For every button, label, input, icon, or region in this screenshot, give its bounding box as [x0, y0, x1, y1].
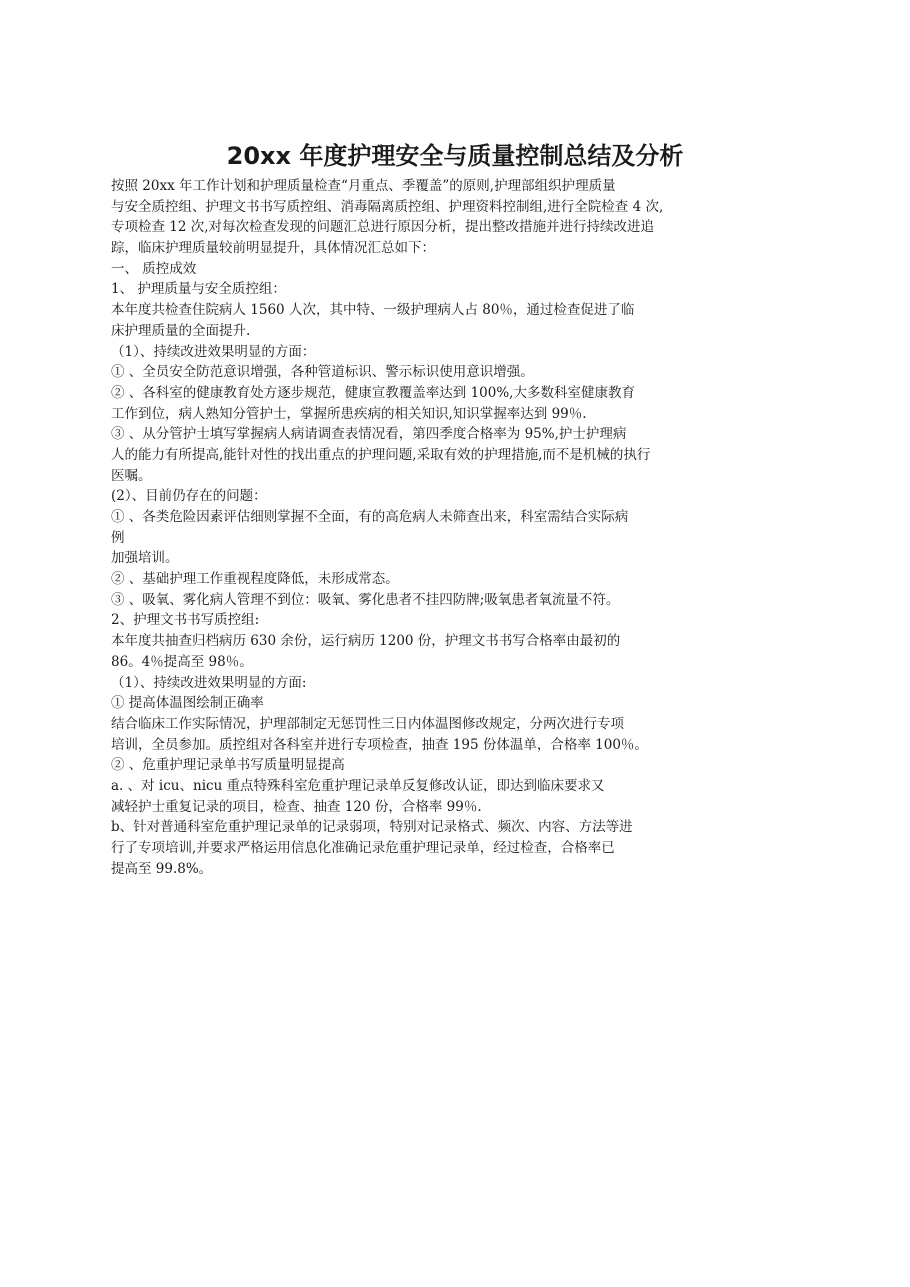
text-line: 医嘱。	[111, 467, 152, 484]
list-item: ③ 、吸氧、雾化病人管理不到位：吸氧、雾化患者不挂四防牌;吸氧患者氧流量不符。	[111, 591, 620, 608]
text-line: 86。4％提高至 98％。	[111, 653, 253, 670]
list-item: ③ 、从分管护士填写掌握病人病请调查表情况看，第四季度合格率为 95%,护士护理病	[111, 426, 627, 443]
text-line: 床护理质量的全面提升.	[111, 322, 251, 339]
list-item: ① 提高体温图绘制正确率	[111, 695, 264, 712]
text-line: 按照 20xx 年工作计划和护理质量检查“月重点、季覆盖”的原则,护理部组织护理质量	[111, 178, 616, 194]
document-body	[111, 176, 771, 879]
document-title: 20xx 年度护理安全与质量控制总结及分析	[226, 142, 684, 170]
text-line: 加强培训。	[111, 550, 179, 567]
subsection-heading: （1）、持续改进效果明显的方面:	[111, 674, 307, 691]
text-line: 提高至 99.8%。	[111, 860, 213, 877]
text-line: 本年度共检查住院病人 1560 人次，其中特、一级护理病人占 80％，通过检查促进了临	[111, 302, 635, 319]
text-line: 行了专项培训,并要求严格运用信息化准确记录危重护理记录单，经过检查，合格率已	[111, 840, 615, 856]
list-item: ② 、基础护理工作重视程度降低，未形成常态。	[111, 571, 399, 588]
text-line: 培训，全员参加。质控组对各科室并进行专项检查，抽查 195 份体温单，合格率 100％。	[111, 736, 648, 753]
text-line: 人的能力有所提高,能针对性的找出重点的护理问题,采取有效的护理措施,而不是机械的执行	[111, 446, 651, 463]
text-line: 工作到位，病人熟知分管护士，掌握所患疾病的相关知识,知识掌握率达到 99％.	[111, 405, 587, 422]
text-line: 结合临床工作实际情况，护理部制定无惩罚性三日内体温图修改规定，分两次进行专项	[111, 715, 624, 732]
text-line: 例	[111, 529, 125, 546]
list-item: ② 、各科室的健康教育处方逐步规范，健康宣教覆盖率达到 100%,大多数科室健康教育	[111, 384, 635, 401]
list-item: b、针对普通科室危重护理记录单的记录弱项，特别对记录格式、频次、内容、方法等进	[111, 819, 633, 836]
text-line: 与安全质控组、护理文书书写质控组、消毒隔离质控组、护理资料控制组,进行全院检查 4 次,	[111, 198, 664, 215]
list-item: ② 、危重护理记录单书写质量明显提高	[111, 757, 345, 774]
list-item: a. 、对 icu、nicu 重点特殊科室危重护理记录单反复修改认证，即达到临床要求又	[111, 777, 605, 794]
list-item: ① 、各类危险因素评估细则掌握不全面，有的高危病人未筛查出来，科室需结合实际病	[111, 509, 629, 525]
subsection-heading: (2）、目前仍存在的问题：	[111, 488, 267, 505]
text-line: 本年度共抽查归档病历 630 余份，运行病历 1200 份，护理文书书写合格率由最初的	[111, 633, 621, 650]
subsection-heading: 2、护理文书书写质控组:	[111, 612, 260, 629]
list-item: ① 、全员安全防范意识增强，各种管道标识、警示标识使用意识增强。	[111, 364, 534, 381]
text-line: 踪，临床护理质量较前明显提升，具体情况汇总如下：	[111, 240, 435, 257]
section-heading: 一、 质控成效	[111, 260, 197, 277]
text-line: 专项检查 12 次,对每次检查发现的问题汇总进行原因分析，提出整改措施并进行持续改进追	[111, 219, 655, 236]
subsection-heading: 1、 护理质量与安全质控组：	[111, 281, 286, 298]
text-line: 减轻护士重复记录的项目，检查、抽查 120 份，合格率 99％.	[111, 798, 482, 815]
subsection-heading: （1）、持续改进效果明显的方面：	[111, 343, 316, 360]
